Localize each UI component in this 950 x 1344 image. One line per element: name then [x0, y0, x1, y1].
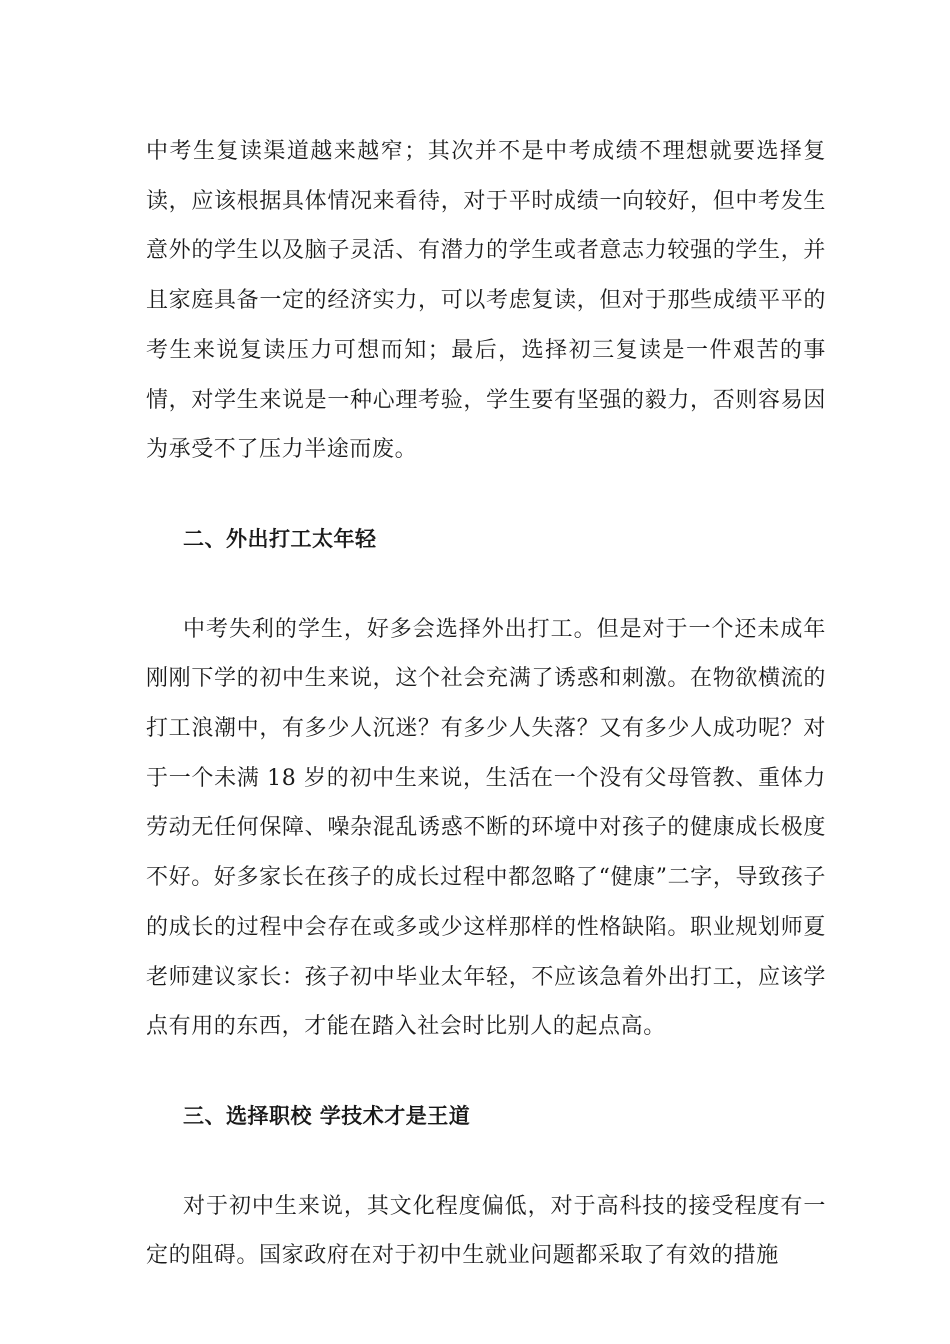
paragraph-spacer: [146, 1142, 826, 1182]
section-heading-2: 二、外出打工太年轻: [183, 526, 377, 551]
body-paragraph-1: 中考生复读渠道越来越窄；其次并不是中考成绩不理想就要选择复读，应该根据具体情况来看待，对于平时成绩一向较好，但中考发生意外的学生以及脑子灵活、有潜力的学生或者意志力较强的学生，并且家庭具备一定的经济实力，可以考虑复读，但对于那些成绩平平的考生来说复读压力可想而知；最后，选择初三复读是一件艰苦的事情，对学生来说是一种心理考验，学生要有坚强的毅力，否则容易因为承受不了压力半途而废。: [146, 139, 826, 463]
paragraph-spacer: [146, 565, 826, 605]
paragraph-spacer: [146, 1052, 826, 1092]
body-paragraph-3: 对于初中生来说，其文化程度偏低，对于高科技的接受程度有一定的阻碍。国家政府在对于初中生就业问题都采取了有效的措施: [146, 1193, 826, 1269]
document-body: [146, 127, 826, 1281]
body-paragraph-2: 中考失利的学生，好多会选择外出打工。但是对于一个还未成年刚刚下学的初中生来说，这个社会充满了诱惑和刺激。在物欲横流的打工浪潮中，有多少人沉迷？有多少人失落？又有多少人成功呢？对于一个未满 18 岁的初中生来说，生活在一个没有父母管教、重体力劳动无任何保障、噪杂混乱诱惑不断的环境中对孩子的健康成长极度不好。好多家长在孩子的成长过程中都忽略了“健康”二字，导致孩子的成长的过程中会存在或多或少这样那样的性格缺陷。职业规划师夏老师建议家长：孩子初中毕业太年轻，不应该急着外出打工，应该学点有用的东西，才能在踏入社会时比别人的起点高。: [146, 616, 826, 1040]
section-heading-3: 三、选择职校 学技术才是王道: [183, 1103, 471, 1128]
paragraph-spacer: [146, 475, 826, 515]
